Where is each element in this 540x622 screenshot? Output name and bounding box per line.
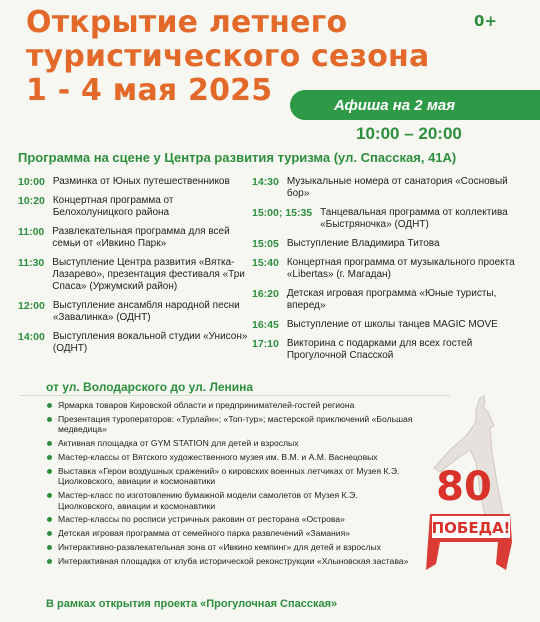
list-item: Мастер-класс по изготовлению бумажной модели самолетов от Музея К.Э. Циолковского, авиации и космонавтики <box>46 490 416 511</box>
program-event <box>18 195 250 219</box>
program-event <box>252 288 522 312</box>
title-line-1: Открытие летнего <box>26 5 348 40</box>
event-description: Танцевальная программа от коллектива «Быстряночка» (ОДНТ) <box>320 207 508 230</box>
emblem-number: 80 <box>436 464 492 510</box>
emblem-word: ПОБЕДА! <box>431 519 511 537</box>
event-description: Выступление Центра развития «Вятка-Лазарево», презентация фестиваля «Три Спаса» (Уржумский район) <box>52 257 245 292</box>
event-description: Выступление от школы танцев MAGIC MOVE <box>286 319 498 330</box>
program-heading: Программа на сцене у Центра развития туризма (ул. Спасская, 41А) <box>18 150 457 165</box>
event-time: 15:40 <box>252 257 279 269</box>
program-event <box>252 319 522 331</box>
event-time: 12:00 <box>18 300 45 312</box>
title-line-2: туристического сезона <box>26 39 430 74</box>
list-item: Презентация туроператоров: «Турлайн»; «Топ-тур»; мастерской приключений «Большая медведица» <box>46 414 416 435</box>
program-event <box>18 226 250 250</box>
afisha-banner <box>290 90 540 120</box>
event-description: Выступления вокальной студии «Унисон» (ОДНТ) <box>52 331 248 354</box>
program-event <box>252 176 522 200</box>
event-time: 17:10 <box>252 338 279 350</box>
victory-80-emblem <box>410 392 530 582</box>
list-item: Интерактивная площадка от клуба исторической реконструкции «Хлыновская застава» <box>46 556 416 567</box>
program-event <box>252 257 522 281</box>
list-item: Выставка «Герои воздушных сражений» о кировских военных летчиках от Музея К.Э. Циолковского, авиации и космонавтики <box>46 466 416 487</box>
program-event <box>18 176 250 188</box>
event-description: Разминка от Юных путешественников <box>52 176 230 187</box>
program-right-column <box>252 176 522 369</box>
title-line-3: 1 - 4 мая 2025 <box>26 73 273 108</box>
event-description: Детская игровая программа «Юные туристы, вперед» <box>286 288 497 311</box>
list-item: Ярмарка товаров Кировской области и предпринимателей-гостей региона <box>46 400 416 411</box>
event-time: 15:05 <box>252 238 279 250</box>
event-description: Концертная программа от музыкального проекта «Libertas» (г. Магадан) <box>286 257 515 280</box>
list-item: Детская игровая программа от семейного парка развлечений «Замания» <box>46 528 416 539</box>
program-left-column <box>18 176 250 362</box>
event-time: 16:45 <box>252 319 279 331</box>
event-time: 16:20 <box>252 288 279 300</box>
time-range: 10:00 – 20:00 <box>356 124 462 143</box>
street-section-heading: от ул. Володарского до ул. Ленина <box>46 380 254 394</box>
event-time: 10:00 <box>18 176 45 188</box>
footer-note: В рамках открытия проекта «Прогулочная Спасская» <box>46 598 338 610</box>
event-description: Концертная программа от Белохолуницкого района <box>52 195 174 218</box>
event-description: Выступление Владимира Титова <box>286 238 440 249</box>
program-event <box>18 331 250 355</box>
event-time: 14:30 <box>252 176 279 188</box>
section-divider <box>20 395 450 396</box>
afisha-label: Афиша на 2 мая <box>334 96 456 114</box>
program-event <box>252 338 522 362</box>
program-event <box>252 238 522 250</box>
age-rating: 0+ <box>474 12 498 30</box>
list-item: Мастер-классы по росписи устричных раковин от ресторана «Острова» <box>46 514 416 525</box>
program-event <box>18 257 250 293</box>
event-description: Викторина с подарками для всех гостей Прогулочной Спасской <box>286 338 473 361</box>
program-event <box>252 207 522 231</box>
event-description: Выступление ансамбля народной песни «Завалинка» (ОДНТ) <box>52 300 240 323</box>
event-time: 11:30 <box>18 257 45 269</box>
event-time: 10:20 <box>18 195 45 207</box>
event-description: Музыкальные номера от санатория «Сосновый бор» <box>286 176 508 199</box>
event-time: 11:00 <box>18 226 45 238</box>
list-item: Интерактивно-развлекательная зона от «Ивкино кемпинг» для детей и взрослых <box>46 542 416 553</box>
event-time: 15:00; 15:35 <box>252 207 313 219</box>
list-item: Активная площадка от GYM STATION для детей и взрослых <box>46 438 416 449</box>
program-event <box>18 300 250 324</box>
event-description: Развлекательная программа для всей семьи от «Ивкино Парк» <box>52 226 230 249</box>
list-item: Мастер-классы от Вятского художественного музея им. В.М. и А.М. Васнецовых <box>46 452 416 463</box>
event-time: 14:00 <box>18 331 45 343</box>
street-activities-list <box>46 400 416 570</box>
